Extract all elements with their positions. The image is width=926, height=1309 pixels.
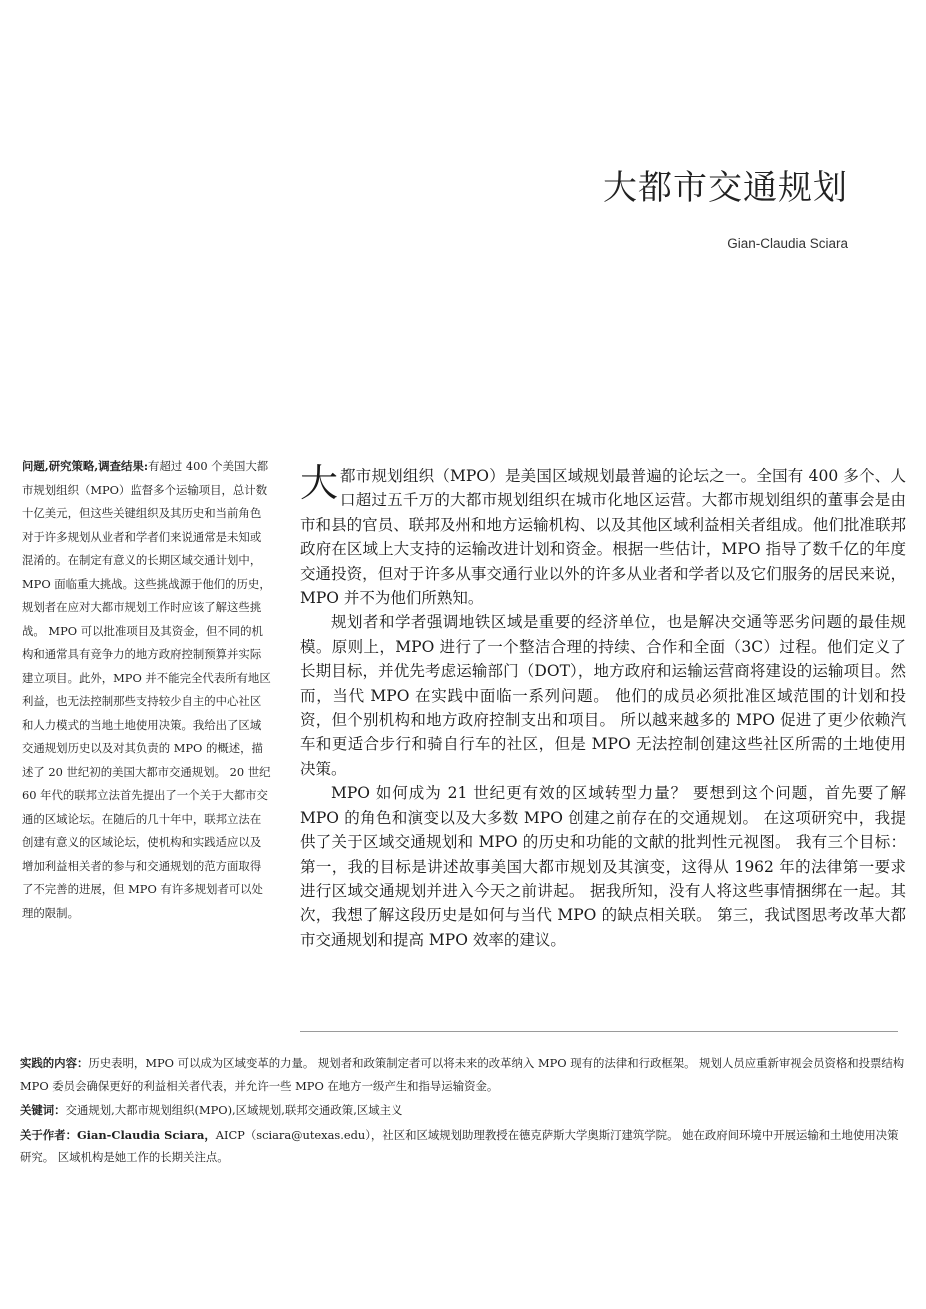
section-divider	[300, 1031, 898, 1032]
body-paragraph-2: 规划者和学者强调地铁区域是重要的经济单位，也是解决交通等恶劣问题的最佳规模。原则上，MPO 进行了一个整洁合理的持续、合作和全面（3C）过程。他们定义了长期目标，并优先考虑运输部门（DOT），地方政府和运输运营商将建设的运输项目。然而，当代 MPO 在实践中面临一系列问题。 他们的成员必须批准区域范围的计划和投资，但个别机构和地方政府控制支出和项目。 所以越来越多的 MPO 促进了更少依赖汽车和更适合步行和骑自行车的社区，但是 MPO 无法控制创建这些社区所需的土地使用决策。	[300, 613, 906, 778]
practice-label: 实践的内容：	[20, 1056, 89, 1070]
keywords-text: 交通规划,大都市规划组织(MPO),区域规划,联邦交通政策,区域主义	[65, 1103, 403, 1117]
practice-text: 历史表明，MPO 可以成为区域变革的力量。 规划者和政策制定者可以将未来的改革纳入 MPO 现有的法律和行政框架。 规划人员应重新审视会员资格和投票结构 MPO 委员会确保更好的利益相关者代表，并允许一些 MPO 在地方一级产生和指导运输资金。	[20, 1056, 905, 1093]
keywords-note	[20, 1099, 906, 1122]
keywords-label: 关键词：	[20, 1103, 66, 1117]
drop-cap: 大	[300, 461, 339, 505]
body-paragraph-3: MPO 如何成为 21 世纪更有效的区域转型力量？ 要想到这个问题，首先要了解 MPO 的角色和演变以及大多数 MPO 创建之前存在的交通规划。 在这项研究中，我提供了关于区域交通规划和 MPO 的历史和功能的文献的批判性元视图。 我有三个目标：第一，我的目标是讲述故事美国大都市规划及其演变，这得从 1962 年的法律第一要求进行区域交通规划并进入今天之前讲起。 据我所知，没有人将这些事情捆绑在一起。其次，我想了解这段历史是如何与当代 MPO 的缺点相关联。 第三，我试图思考改革大都市交通规划和提高 MPO 效率的建议。	[300, 784, 906, 949]
main-body	[300, 461, 906, 952]
author-name: Gian-Claudia Sciara	[727, 236, 848, 251]
body-paragraph-1-text: 都市规划组织（MPO）是美国区域规划最普遍的论坛之一。全国有 400 多个、人口超过五千万的大都市规划组织在城市化地区运营。大都市规划组织的董事会是由市和县的官员、联邦及州和地方运输机构、以及其他区域利益相关者组成。他们批准联邦政府在区域上大支持的运输改进计划和资金。根据一些估计，MPO 指导了数千亿的年度交通投资，但对于许多从事交通行业以外的许多从业者和学者以及它们服务的居民来说，MPO 并不为他们所熟知。	[300, 467, 906, 608]
practice-note	[20, 1052, 906, 1097]
about-label: 关于作者：Gian-Claudia Sciara，	[20, 1127, 216, 1142]
about-author-note	[20, 1124, 906, 1169]
paper-title: 大都市交通规划	[603, 168, 848, 208]
about-text: AICP（sciara@utexas.edu），社区和区域规划助理教授在德克萨斯大学奥斯汀建筑学院。 她在政府间环境中开展运输和土地使用决策研究。 区域机构是她工作的长期关注点。	[20, 1127, 899, 1164]
abstract-label: 问题,研究策略,调查结果:	[22, 459, 149, 473]
abstract-sidebar	[22, 455, 272, 925]
body-paragraph-1	[300, 461, 906, 610]
footer-notes	[20, 1052, 906, 1171]
abstract-text: 有超过 400 个美国大都市规划组织（MPO）监督多个运输项目，总计数十亿美元，但这些关键组织及其历史和当前角色对于许多规划从业者和学者们来说通常是未知或混淆的。在制定有意义的长期区域交通计划中，MPO 面临重大挑战。这些挑战源于他们的历史，规划者在应对大都市规划工作时应该了解这些挑战。 MPO 可以批准项目及其资金，但不同的机构和通常具有竞争力的地方政府控制预算并实际建立项目。此外，MPO 并不能完全代表所有地区利益，也无法控制那些支持较少自主的中心社区和人力模式的当地土地使用决策。我给出了区域交通规划历史以及对其负责的 MPO 的概述，描述了 20 世纪初的美国大都市交通规划。 20 世纪 60 年代的联邦立法首先提出了一个关于大都市交通的区域论坛。在随后的几十年中，联邦立法在创建有意义的区域论坛，使机构和实践适应以及增加利益相关者的参与和交通规划的范方面取得了不完善的进展，但 MPO 有许多规划者可以处理的限制。	[22, 459, 271, 920]
